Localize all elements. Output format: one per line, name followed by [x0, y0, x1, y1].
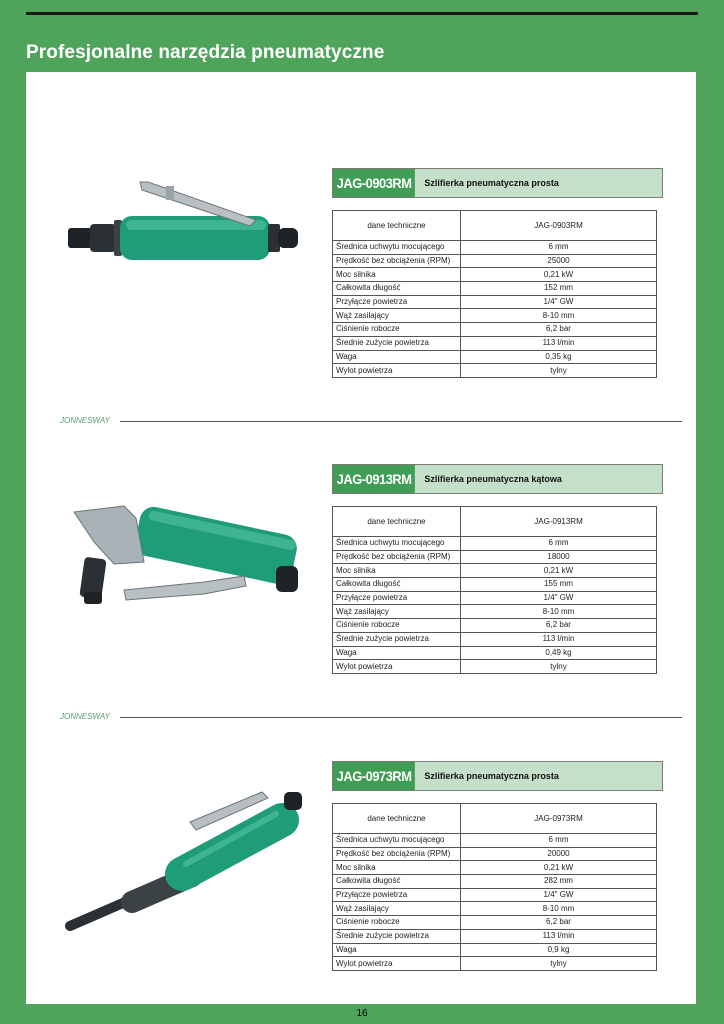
spec-label: Waga [333, 943, 461, 957]
spec-value: 6,2 bar [461, 323, 657, 337]
table-row [333, 888, 657, 902]
spec-label: Prędkość bez obciążenia (RPM) [333, 847, 461, 861]
spec-label: Moc silnika [333, 268, 461, 282]
spec-table-header-row [333, 804, 657, 834]
section-divider [60, 416, 682, 426]
product-code-badge: JAG-0913RM [333, 465, 415, 493]
spec-label: Średnica uchwytu mocującego [333, 834, 461, 848]
table-row [333, 254, 657, 268]
spec-value: 0,21 kW [461, 268, 657, 282]
spec-label: Prędkość bez obciążenia (RPM) [333, 550, 461, 564]
product-header [332, 168, 663, 198]
divider-line [120, 717, 682, 718]
content-panel [26, 72, 696, 1004]
table-row [333, 861, 657, 875]
spec-value: tylny [461, 364, 657, 378]
spec-header-label: dane techniczne [333, 211, 461, 241]
table-row [333, 916, 657, 930]
spec-value: 8-10 mm [461, 605, 657, 619]
spec-label: Całkowita długość [333, 282, 461, 296]
spec-value: 25000 [461, 254, 657, 268]
spec-value: 1/4" GW [461, 888, 657, 902]
table-row [333, 619, 657, 633]
product-header [332, 464, 663, 494]
spec-value: 6 mm [461, 834, 657, 848]
spec-label: Całkowita długość [333, 578, 461, 592]
product-name: Szlifierka pneumatyczna prosta [424, 771, 559, 781]
divider-line [120, 421, 682, 422]
spec-label: Przyłącze powietrza [333, 888, 461, 902]
spec-value: 6,2 bar [461, 916, 657, 930]
table-row [333, 929, 657, 943]
table-row [333, 943, 657, 957]
spec-header-label: dane techniczne [333, 507, 461, 537]
spec-value: 6,2 bar [461, 619, 657, 633]
section-divider [60, 712, 682, 722]
product-header [332, 761, 663, 791]
table-row [333, 364, 657, 378]
page-title: Profesjonalne narzędzia pneumatyczne [26, 42, 385, 63]
spec-value: tylny [461, 660, 657, 674]
spec-header-model: JAG-0973RM [461, 804, 657, 834]
product-block-jag-0973rm [332, 761, 663, 971]
table-row [333, 847, 657, 861]
table-row [333, 323, 657, 337]
spec-label: Wylot powietrza [333, 364, 461, 378]
spec-label: Ciśnienie robocze [333, 916, 461, 930]
table-row [333, 550, 657, 564]
product-code-badge: JAG-0973RM [333, 762, 415, 790]
spec-value: 20000 [461, 847, 657, 861]
product-code-badge: JAG-0903RM [333, 169, 415, 197]
product-image-straight-grinder [66, 180, 306, 270]
product-image-angle-grinder [54, 502, 304, 612]
spec-label: Moc silnika [333, 861, 461, 875]
table-row [333, 591, 657, 605]
spec-label: Wylot powietrza [333, 957, 461, 971]
spec-value: 0,35 kg [461, 350, 657, 364]
spec-label: Średnie zużycie powietrza [333, 632, 461, 646]
table-row [333, 268, 657, 282]
spec-label: Przyłącze powietrza [333, 295, 461, 309]
spec-header-model: JAG-0903RM [461, 211, 657, 241]
table-row [333, 875, 657, 889]
spec-value: tylny [461, 957, 657, 971]
spec-table [332, 506, 657, 674]
spec-label: Średnica uchwytu mocującego [333, 537, 461, 551]
table-row [333, 564, 657, 578]
table-row [333, 578, 657, 592]
spec-label: Waga [333, 350, 461, 364]
spec-value: 18000 [461, 550, 657, 564]
top-rule [26, 12, 698, 15]
table-row [333, 660, 657, 674]
table-row [333, 646, 657, 660]
spec-table-header-row [333, 211, 657, 241]
spec-label: Waga [333, 646, 461, 660]
page-number: 16 [356, 1008, 368, 1019]
spec-label: Ciśnienie robocze [333, 323, 461, 337]
spec-label: Średnie zużycie powietrza [333, 929, 461, 943]
spec-header-label: dane techniczne [333, 804, 461, 834]
spec-value: 282 mm [461, 875, 657, 889]
spec-label: Średnica uchwytu mocującego [333, 241, 461, 255]
table-row [333, 902, 657, 916]
spec-label: Moc silnika [333, 564, 461, 578]
product-block-jag-0903rm [332, 168, 663, 378]
spec-label: Ciśnienie robocze [333, 619, 461, 633]
product-name: Szlifierka pneumatyczna kątowa [424, 474, 562, 484]
table-row [333, 336, 657, 350]
spec-value: 113 l/min [461, 929, 657, 943]
product-block-jag-0913rm [332, 464, 663, 674]
table-row [333, 241, 657, 255]
spec-table-header-row [333, 507, 657, 537]
spec-label: Wąż zasilający [333, 605, 461, 619]
table-row [333, 282, 657, 296]
spec-value: 6 mm [461, 241, 657, 255]
spec-table [332, 803, 657, 971]
table-row [333, 350, 657, 364]
spec-value: 8-10 mm [461, 309, 657, 323]
spec-table [332, 210, 657, 378]
spec-value: 0,9 kg [461, 943, 657, 957]
divider-brand-text: JONNESWAY [60, 712, 110, 721]
spec-label: Wąż zasilający [333, 309, 461, 323]
spec-label: Całkowita długość [333, 875, 461, 889]
spec-value: 113 l/min [461, 632, 657, 646]
spec-value: 8-10 mm [461, 902, 657, 916]
spec-header-model: JAG-0913RM [461, 507, 657, 537]
spec-value: 0,21 kW [461, 564, 657, 578]
product-name: Szlifierka pneumatyczna prosta [424, 178, 559, 188]
spec-value: 1/4" GW [461, 591, 657, 605]
table-row [333, 632, 657, 646]
spec-label: Wylot powietrza [333, 660, 461, 674]
spec-value: 1/4" GW [461, 295, 657, 309]
spec-value: 155 mm [461, 578, 657, 592]
spec-label: Wąż zasilający [333, 902, 461, 916]
table-row [333, 605, 657, 619]
spec-value: 152 mm [461, 282, 657, 296]
spec-value: 113 l/min [461, 336, 657, 350]
spec-label: Prędkość bez obciążenia (RPM) [333, 254, 461, 268]
spec-label: Średnie zużycie powietrza [333, 336, 461, 350]
spec-value: 6 mm [461, 537, 657, 551]
spec-value: 0,49 kg [461, 646, 657, 660]
product-image-extended-grinder [62, 784, 312, 934]
table-row [333, 957, 657, 971]
table-row [333, 309, 657, 323]
table-row [333, 295, 657, 309]
divider-brand-text: JONNESWAY [60, 416, 110, 425]
spec-label: Przyłącze powietrza [333, 591, 461, 605]
spec-value: 0,21 kW [461, 861, 657, 875]
table-row [333, 834, 657, 848]
table-row [333, 537, 657, 551]
